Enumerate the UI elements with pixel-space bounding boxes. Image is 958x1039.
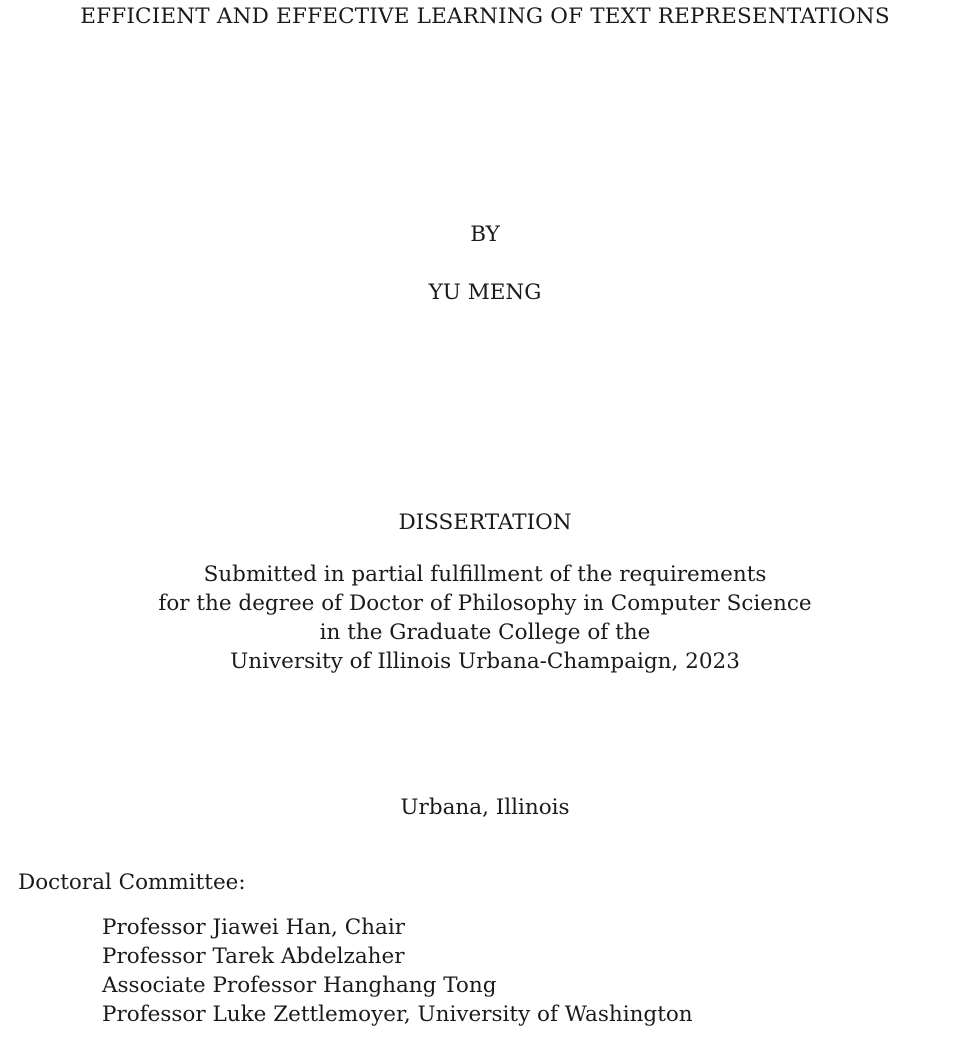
place-location: Urbana, Illinois	[400, 795, 570, 820]
dissertation-title: EFFICIENT AND EFFECTIVE LEARNING OF TEXT REPRESENTATIONS	[80, 4, 890, 29]
author-name: YU MENG	[428, 280, 542, 305]
committee-label: Doctoral Committee:	[18, 870, 246, 895]
by-label: BY	[470, 222, 500, 247]
committee-member: Professor Luke Zettlemoyer, University of Washington	[102, 1002, 693, 1027]
committee-member: Associate Professor Hanghang Tong	[102, 973, 497, 998]
submission-line: Submitted in partial fulfillment of the requirements	[203, 562, 767, 587]
committee-member: Professor Tarek Abdelzaher	[102, 944, 405, 969]
submission-line: in the Graduate College of the	[319, 620, 651, 645]
document-type: DISSERTATION	[398, 510, 572, 535]
committee-member: Professor Jiawei Han, Chair	[102, 915, 405, 940]
submission-line: for the degree of Doctor of Philosophy in Computer Science	[158, 591, 812, 616]
submission-line: University of Illinois Urbana-Champaign, 2023	[230, 649, 740, 674]
